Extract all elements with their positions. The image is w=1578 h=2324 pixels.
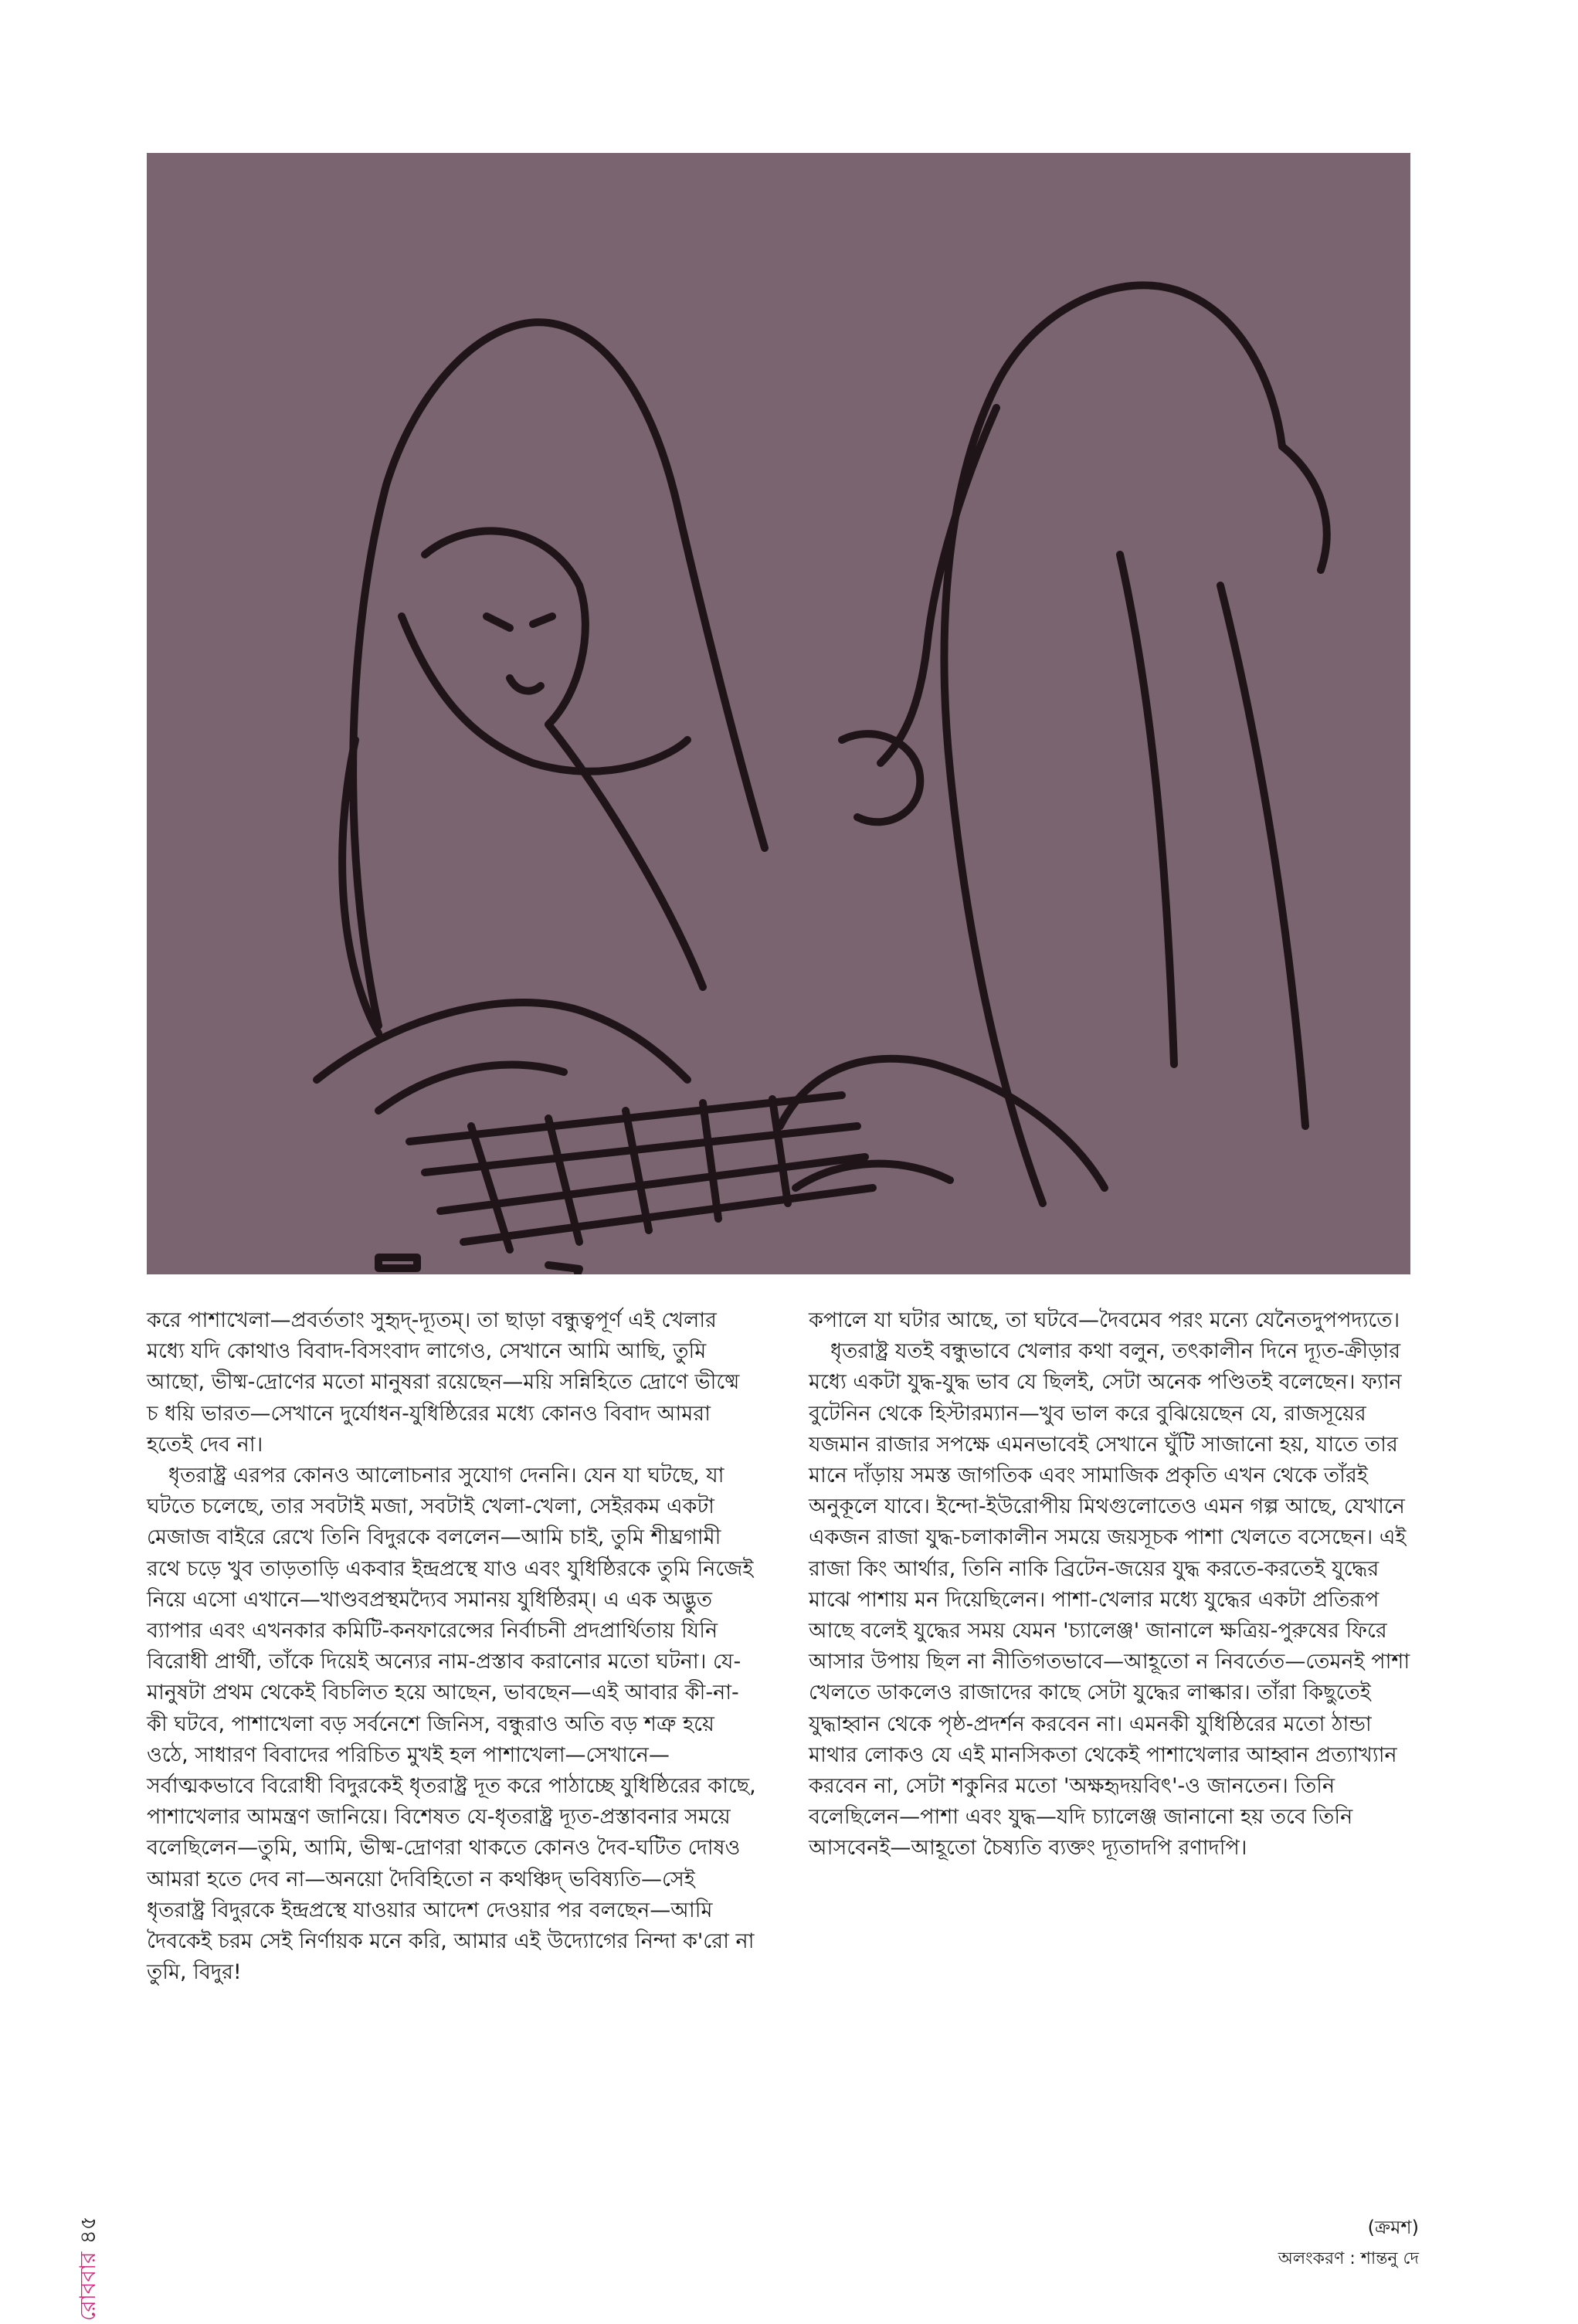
article-column-left [147,1305,757,1988]
paragraph: ধৃতরাষ্ট্র যতই বন্ধুভাবে খেলার কথা বলুন, তৎকালীন দিনে দ্যূত-ক্রীড়ার মধ্যে একটা যুদ্ধ-যুদ্ধ ভাব যে ছিলই, সেটা অনেক পণ্ডিতই বলেছেন। ফ্যান বুটেনিন থেকে হিস্টারম্যান—খুব ভাল করে বুঝিয়েছেন যে, রাজসূয়ের যজমান রাজার সপক্ষে এমনভাবেই সেখানে ঘুঁটি সাজানো হয়, যাতে তার মানে দাঁড়ায় সমস্ত জাগতিক এবং সামাজিক প্রকৃতি এখন থেকে তাঁরই অনুকূলে যাবে। ইন্দো-ইউরোপীয় মিথগুলোতেও এমন গল্প আছে, যেখানে একজন রাজা যুদ্ধ-চলাকালীন সময়ে জয়সূচক পাশা খেলতে বসেছেন। এই রাজা কিং আর্থার, তিনি নাকি ব্রিটেন-জয়ের যুদ্ধ করতে-করতেই যুদ্ধের মাঝে পাশায় মন দিয়েছিলেন। পাশা-খেলার মধ্যে যুদ্ধের একটা প্রতিরূপ আছে বলেই যুদ্ধের সময় যেমন 'চ্যালেঞ্জ' জানালে ক্ষত্রিয়-পুরুষের ফিরে আসার উপায় ছিল না নীতিগতভাবে—আহূতো ন নিবর্তেত—তেমনই পাশা খেলতে ডাকলেও রাজাদের কাছে সেটা যুদ্ধের লাল্কার। তাঁরা কিছুতেই যুদ্ধাহ্বান থেকে পৃষ্ঠ-প্রদর্শন করবেন না। এমনকী যুধিষ্ঠিরের মতো ঠান্ডা মাথার লোকও যে এই মানসিকতা থেকেই পাশাখেলার আহ্বান প্রত্যাখ্যান করবেন না, সেটা শকুনির মতো 'অক্ষহৃদয়বিৎ'-ও জানতেন। তিনি বলেছিলেন—পাশা এবং যুদ্ধ—যদি চ্যালেঞ্জ জানানো হয় তবে তিনি আসবেনই—আহূতো চৈষ্যতি ব্যক্তং দ্যূতাদপি রণাদপি। [809,1339,1410,1861]
page-number: ৪৫ [75,2216,100,2244]
article-column-right [809,1305,1419,1864]
continued-label: (ক্রমশ) [1367,2217,1419,2238]
illustration-credit: অলংকরণ : শান্তনু দে [1278,2249,1419,2268]
page-footer [71,2136,105,2321]
paragraph: করে পাশাখেলা—প্রবর্ততাং সুহৃদ্-দ্যূতম্। তা ছাড়া বন্ধুত্বপূর্ণ এই খেলার মধ্যে যদি কোথাও বিবাদ-বিসংবাদ লাগেও, সেখানে আমি আছি, তুমি আছো, ভীষ্ম-দ্রোণের মতো মানুষরা রয়েছেন—ময়ি সন্নিহিতে দ্রোণে ভীষ্মে চ ধয়ি ভারত—সেখানে দুর্যোধন-যুধিষ্ঠিরের মধ্যে কোনও বিবাদ আমরা হতেই দেব না। [147,1308,740,1457]
paragraph: কপালে যা ঘটার আছে, তা ঘটবে—দৈবমেব পরং মন্যে যেনৈতদুপপদ্যতে। [809,1308,1400,1332]
magazine-name: রোববার [75,2251,100,2321]
dice-game-illustration-icon [147,153,1410,1274]
paragraph: ধৃতরাষ্ট্র এরপর কোনও আলোচনার সুযোগ দেননি। যেন যা ঘটছে, যা ঘটতে চলেছে, তার সবটাই মজা, সবটাই খেলা-খেলা, সেইরকম একটা মেজাজ বাইরে রেখে তিনি বিদুরকে বললেন—আমি চাই, তুমি শীঘ্রগামী রথে চড়ে খুব তাড়তাড়ি একবার ইন্দ্রপ্রস্থে যাও এবং যুধিষ্ঠিরকে তুমি নিজেই নিয়ে এসো এখানে—খাণ্ডবপ্রস্থমদ্যৈব সমানয় যুধিষ্ঠিরম্। এ এক অদ্ভুত ব্যাপার এবং এখনকার কমিটি-কনফারেন্সের নির্বাচনী প্রদপ্রার্থিতায় যিনি বিরোধী প্রার্থী, তাঁকে দিয়েই অন্যের নাম-প্রস্তাব করানোর মতো ঘটনা। যে-মানুষটা প্রথম থেকেই বিচলিত হয়ে আছেন, ভাবছেন—এই আবার কী-না-কী ঘটবে, পাশাখেলা বড় সর্বনেশে জিনিস, বন্ধুরাও অতি বড় শত্রু হয়ে ওঠে, সাধারণ বিবাদের পরিচিত মুখই হল পাশাখেলা—সেখানে—সর্বাত্মকভাবে বিরোধী বিদুরকেই ধৃতরাষ্ট্র দূত করে পাঠাচ্ছে যুধিষ্ঠিরের কাছে, পাশাখেলার আমন্ত্রণ জানিয়ে। বিশেষত যে-ধৃতরাষ্ট্র দ্যূত-প্রস্তাবনার সময়ে বলেছিলেন—তুমি, আমি, ভীষ্ম-দ্রোণরা থাকতে কোনও দৈব-ঘটিত দোষও আমরা হতে দেব না—অনয়ো দৈবিহিতো ন কথঞ্চিদ্ ভবিষ্যতি—সেই ধৃতরাষ্ট্র বিদুরকে ইন্দ্রপ্রস্থে যাওয়ার আদেশ দেওয়ার পর বলছেন—আমি দৈবকেই চরম সেই নির্ণায়ক মনে করি, আমার এই উদ্যোগের নিন্দা ক'রো না তুমি, বিদুর! [147,1464,756,1985]
illustration [147,153,1410,1274]
